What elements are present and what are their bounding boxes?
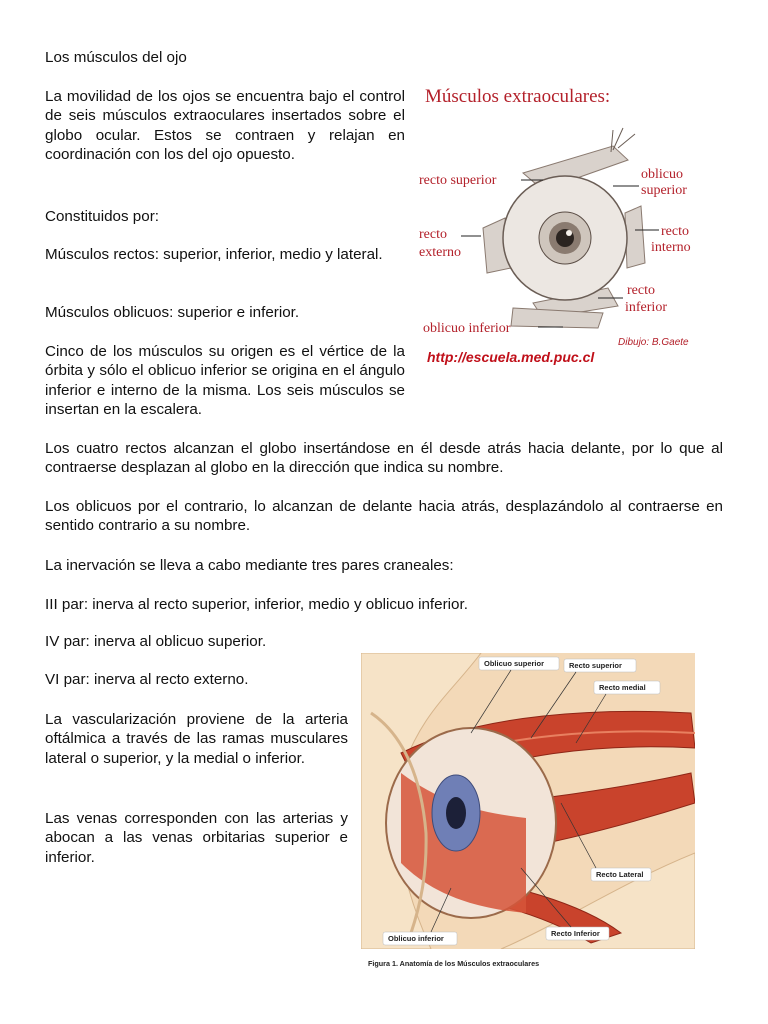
figure2-caption: Figura 1. Anatomía de los Músculos extraoculares — [368, 959, 540, 968]
figure1-url: http://escuela.med.puc.cl — [427, 349, 595, 365]
extraocular-muscles-drawing — [413, 78, 725, 374]
label-recto-inferior-1: recto — [627, 283, 655, 298]
paragraph-4: Músculos oblicuos: superior e inferior. — [45, 304, 300, 321]
label-recto-lateral: Recto Lateral — [596, 870, 644, 879]
label-oblicuo: oblicuo — [641, 167, 683, 182]
label-recto-interno-1: recto — [661, 224, 689, 239]
paragraph-7: Los oblicuos por el contrario, lo alcanzan de delante hacia atrás, desplazándolo al contraerse en sentido contrario a su nombre. — [45, 498, 723, 535]
paragraph-6: Los cuatro rectos alcanzan el globo insertándose en él desde atrás hacia delante, por lo que al contraerse desplazan al globo en la dirección que indica su nombre. — [45, 440, 723, 477]
label-recto-medial: Recto medial — [599, 683, 646, 692]
label-recto-interno-2: interno — [651, 240, 691, 255]
label-recto-superior: Recto superior — [569, 661, 622, 670]
eye-anatomy-illustration — [361, 653, 695, 949]
paragraph-11: VI par: inerva al recto externo. — [45, 671, 249, 688]
label-recto-inferior-2: inferior — [625, 300, 667, 315]
paragraph-3: Músculos rectos: superior, inferior, medio y lateral. — [45, 246, 383, 263]
paragraph-13: Las venas corresponden con las arterias y abocan a las venas orbitarias superior e inferior. — [45, 810, 348, 866]
figure1-title: Músculos extraoculares: — [425, 86, 611, 107]
label-oblicuo-superior: Oblicuo superior — [484, 659, 545, 668]
figure1-credit: Dibujo: B.Gaete — [618, 337, 689, 348]
paragraph-2: Constituidos por: — [45, 208, 159, 225]
paragraph-12: La vascularización proviene de la arteria oftálmica a través de las ramas musculares lateral o superior, y la medial o inferior. — [45, 711, 348, 767]
paragraph-5: Cinco de los músculos su origen es el vértice de la órbita y sólo el oblicuo inferior se origina en el ángulo inferior e interno de la misma. Los seis músculos se insertan en la escalera. — [45, 343, 405, 419]
label-oblicuo-inferior: oblicuo inferior — [423, 321, 511, 336]
label-oblicuo-superior: superior — [641, 183, 687, 198]
label-recto-inferior: Recto Inferior — [551, 929, 600, 938]
label-recto-superior: recto superior — [419, 173, 497, 188]
paragraph-10: IV par: inerva al oblicuo superior. — [45, 633, 267, 650]
paragraph-1: La movilidad de los ojos se encuentra bajo el control de seis músculos extraoculares insertados sobre el globo ocular. Estos se contraen y relajan en coordinación con los del ojo opuesto. — [45, 88, 405, 164]
label-recto-externo-2: externo — [419, 245, 461, 260]
paragraph-9: III par: inerva al recto superior, inferior, medio y oblicuo inferior. — [45, 596, 468, 613]
paragraph-8: La inervación se lleva a cabo mediante tres pares craneales: — [45, 557, 454, 574]
label-oblicuo-inferior: Oblicuo inferior — [388, 934, 444, 943]
page-title: Los músculos del ojo — [45, 49, 187, 66]
label-recto-externo-1: recto — [419, 227, 447, 242]
